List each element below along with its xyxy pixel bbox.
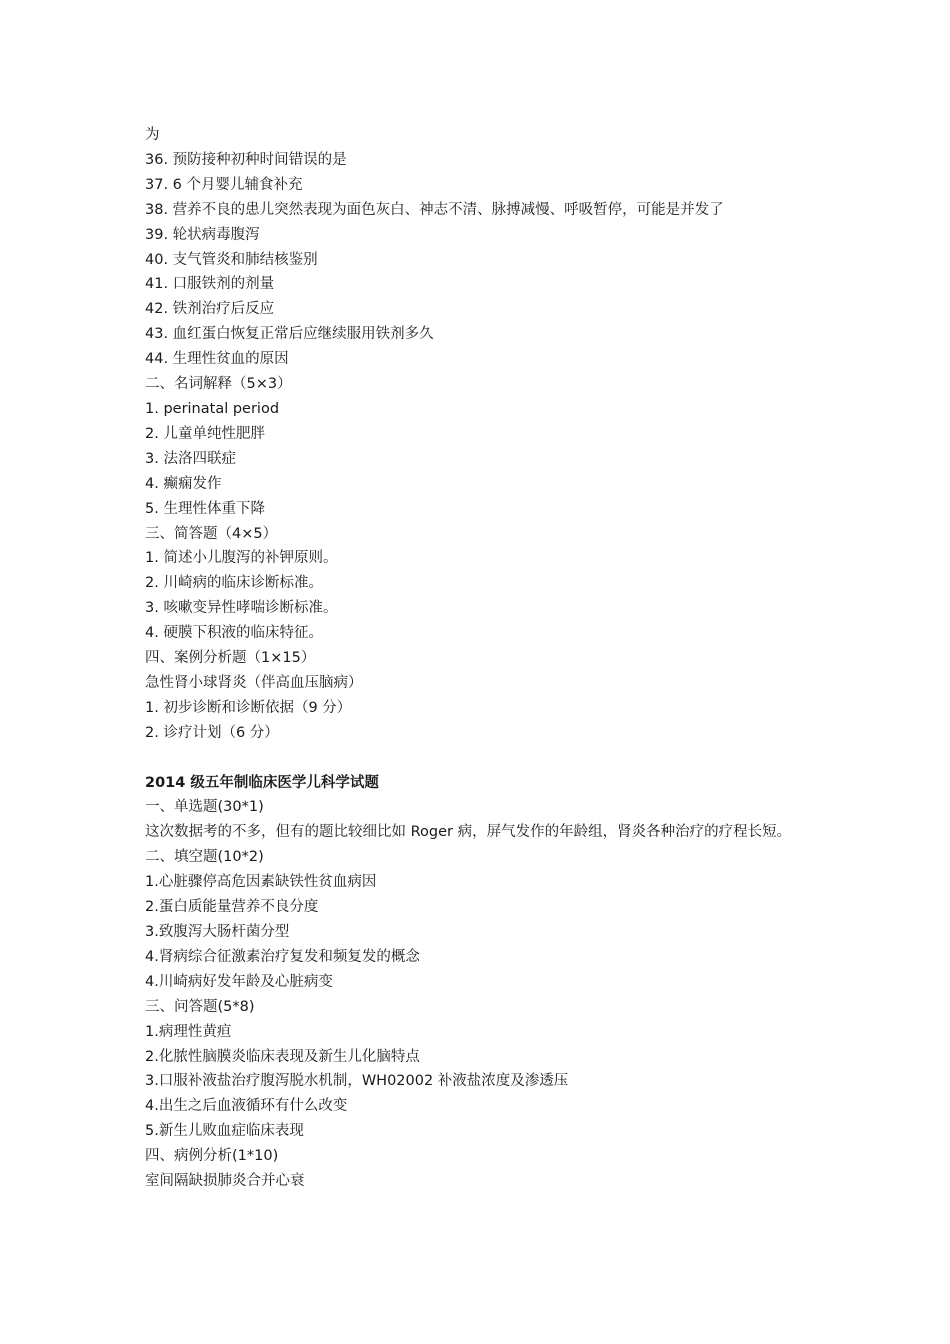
text-line: 为 [145,127,160,143]
text-line: 40. 支气管炎和肺结核鉴别 [145,251,318,268]
text-line: 37. 6 个月婴儿辅食补充 [145,176,303,193]
text-line: 2.化脓性脑膜炎临床表现及新生儿化脑特点 [145,1048,420,1065]
text-line: 42. 铁剂治疗后反应 [145,301,275,318]
text-line: 3.致腹泻大肠杆菌分型 [145,923,290,940]
text-line: 2. 儿童单纯性肥胖 [145,425,265,442]
text-line: 4.肾病综合征激素治疗复发和频复发的概念 [145,948,420,965]
text-line: 室间隔缺损肺炎合并心衰 [145,1173,305,1190]
text-line: 4.出生之后血液循环有什么改变 [145,1098,348,1115]
section-heading: 一、单选题(30*1) [145,799,264,816]
text-line: 38. 营养不良的患儿突然表现为面色灰白、神志不清、脉搏减慢、呼吸暂停，可能是并发了 [145,201,724,218]
section-heading: 三、问答题(5*8) [145,998,255,1015]
text-line: 3. 法洛四联症 [145,450,236,467]
document-page [145,123,815,1194]
text-paragraph: 这次数据考的不多，但有的题比较细比如 Roger 病，屏气发作的年龄组，肾炎各种治疗的疗程长短。 [145,824,792,841]
text-line: 急性肾小球肾炎（伴高血压脑病） [145,674,363,691]
section-heading: 二、名词解释（5×3） [145,376,292,393]
text-line: 2.蛋白质能量营养不良分度 [145,899,319,916]
text-line: 39. 轮状病毒腹泻 [145,226,260,243]
text-line: 1.心脏骤停高危因素缺铁性贫血病因 [145,874,377,891]
text-line: 4. 硬膜下积液的临床特征。 [145,625,323,642]
text-line: 1.病理性黄疸 [145,1023,232,1040]
text-line: 3.口服补液盐治疗腹泻脱水机制，WH02002 补液盐浓度及渗透压 [145,1073,569,1090]
section-heading: 三、简答题（4×5） [145,525,278,542]
text-line: 1. perinatal period [145,400,280,417]
section-heading: 二、填空题(10*2) [145,849,264,866]
text-line: 41. 口服铁剂的剂量 [145,276,275,293]
text-line: 3. 咳嗽变异性哮喘诊断标准。 [145,600,338,617]
text-line: 5. 生理性体重下降 [145,500,265,517]
text-line: 2. 诊疗计划（6 分） [145,724,279,741]
section-previous-exam [145,123,815,746]
text-line: 1. 初步诊断和诊断依据（9 分） [145,699,352,716]
section-2014-exam [145,771,815,1194]
text-line: 5.新生儿败血症临床表现 [145,1123,304,1140]
text-line: 43. 血红蛋白恢复正常后应继续服用铁剂多久 [145,326,434,343]
blank-line [145,746,815,771]
text-line: 1. 简述小儿腹泻的补钾原则。 [145,550,338,567]
text-line: 4. 癫痫发作 [145,475,222,492]
text-line: 4.川崎病好发年龄及心脏病变 [145,973,333,990]
text-line: 36. 预防接种初种时间错误的是 [145,151,347,168]
section-heading: 四、案例分析题（1×15） [145,650,316,667]
text-line: 2. 川崎病的临床诊断标准。 [145,575,323,592]
section-heading: 四、病例分析(1*10) [145,1148,279,1165]
text-line: 44. 生理性贫血的原因 [145,351,289,368]
exam-title: 2014 级五年制临床医学儿科学试题 [145,774,379,791]
